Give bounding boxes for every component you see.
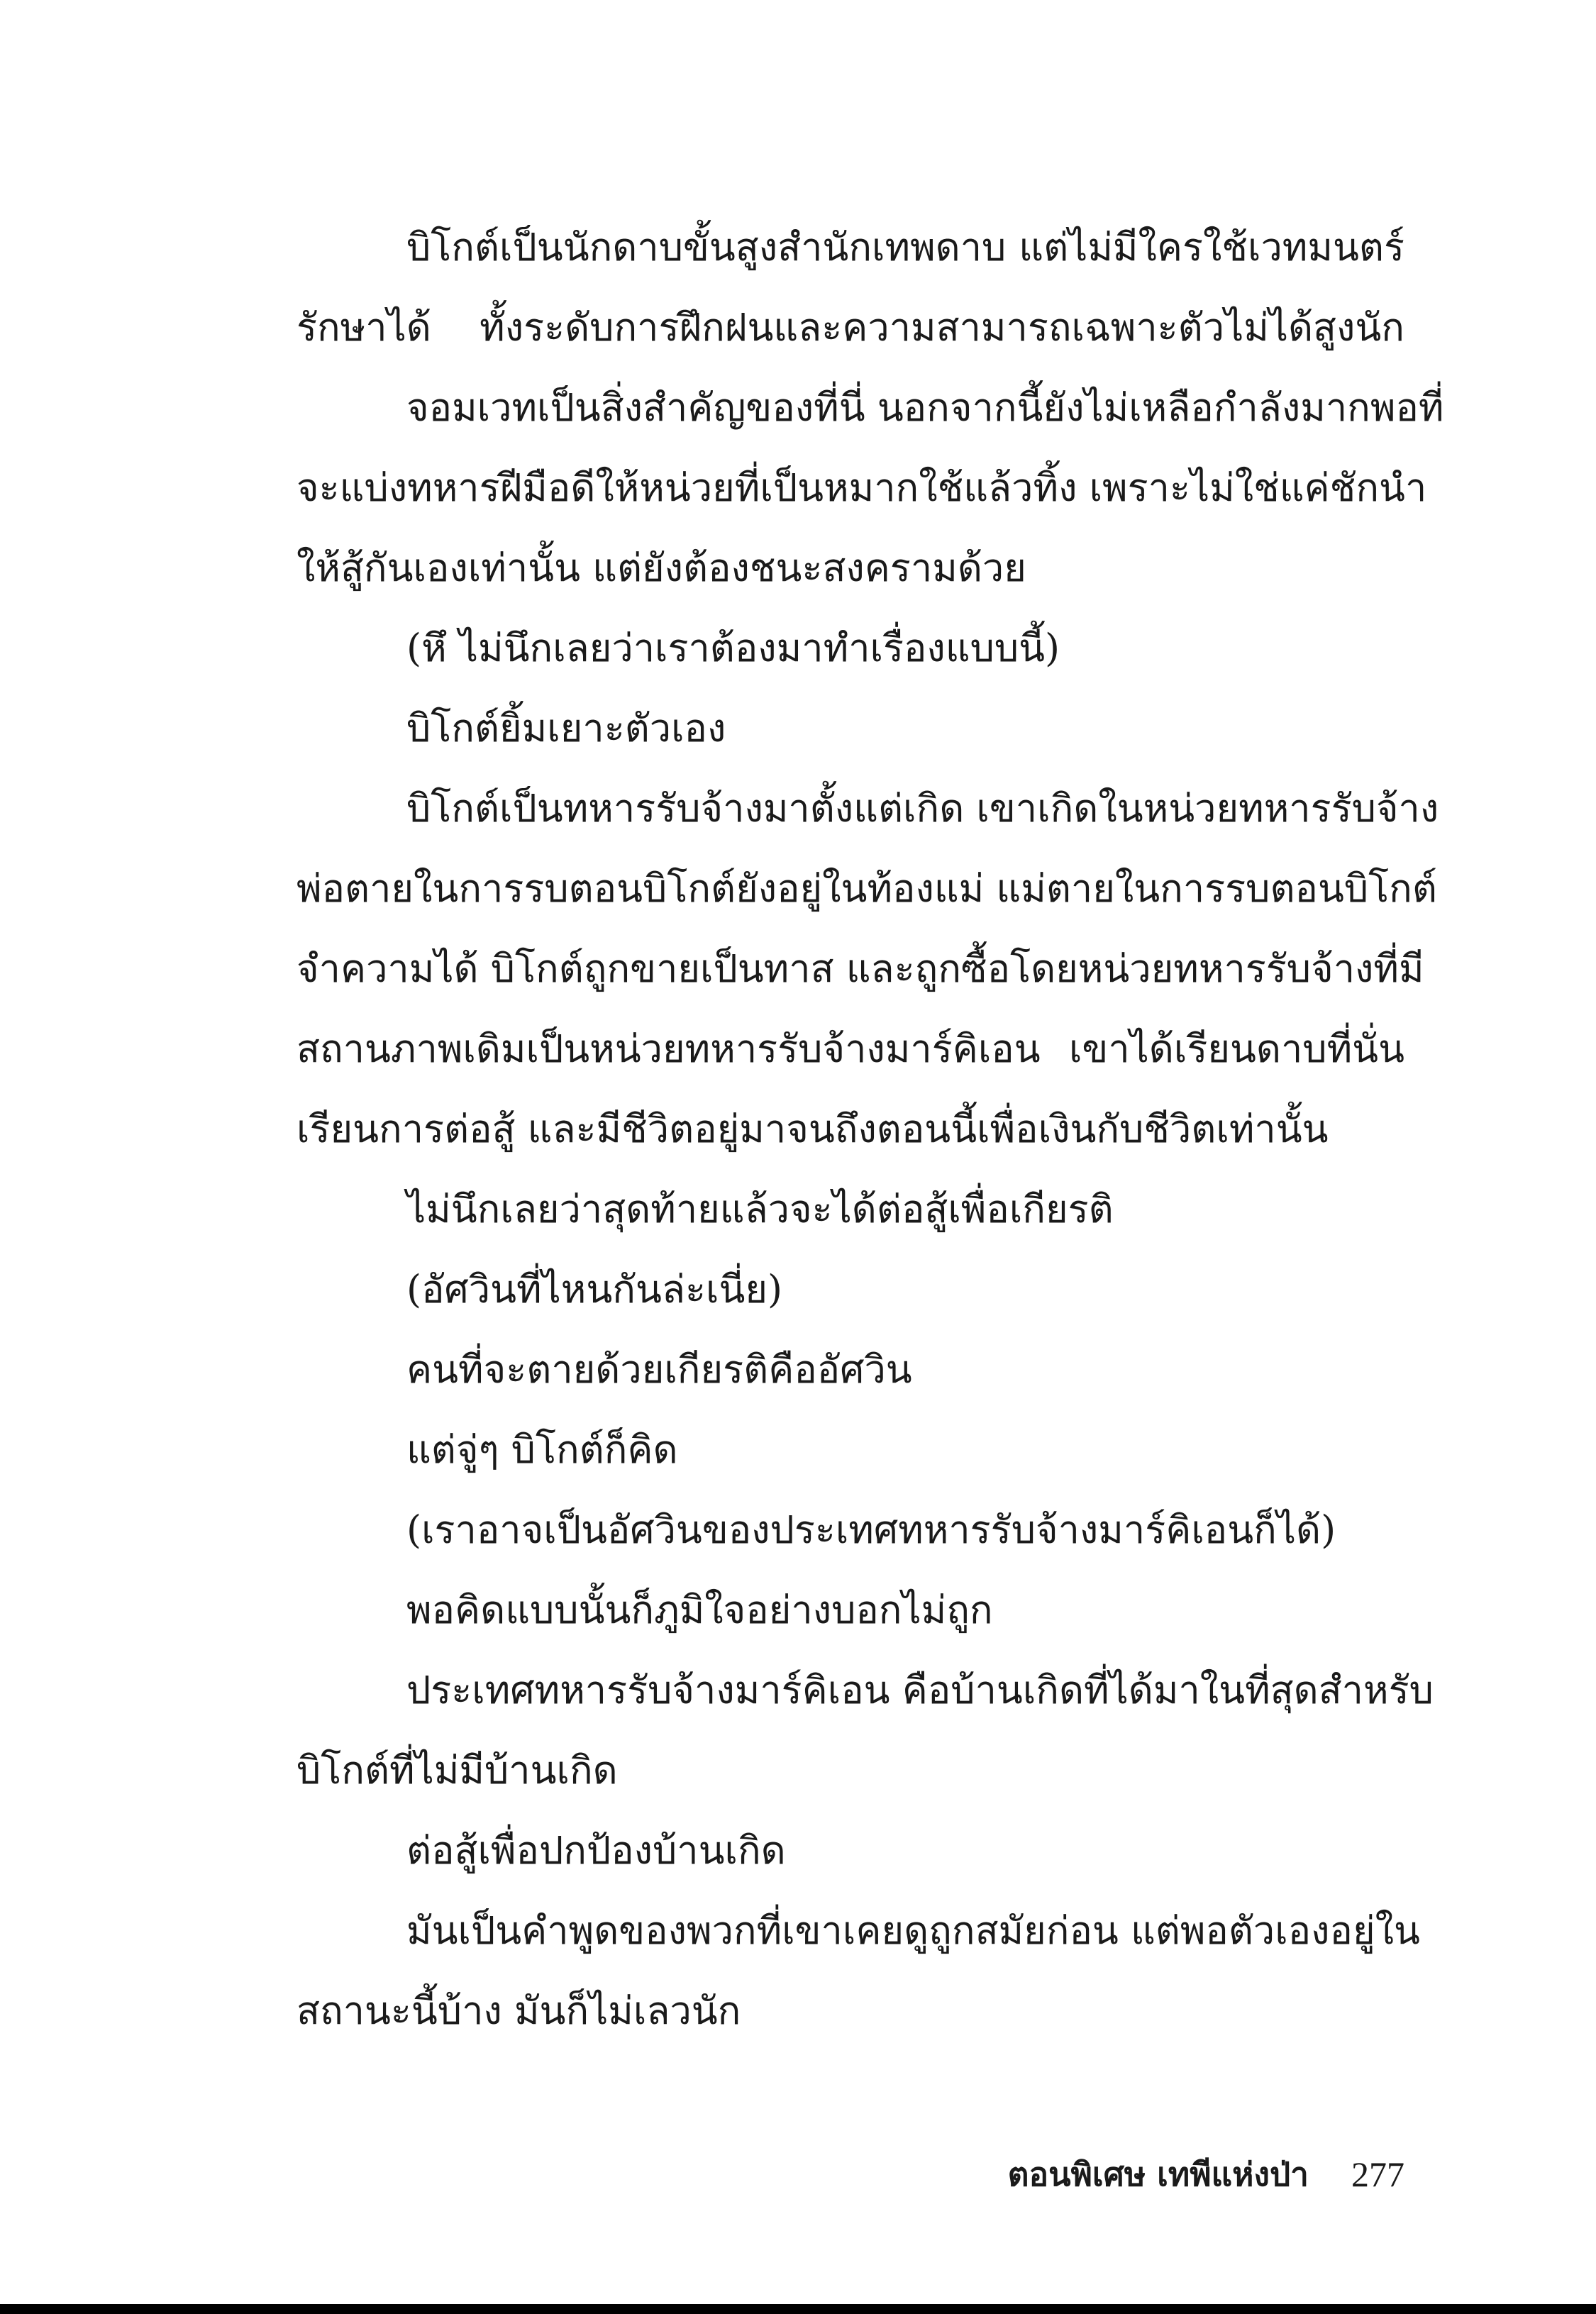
text-line: มันเป็นคำพูดของพวกที่เขาเคยดูถูกสมัยก่อน แต่พอตัวเองอยู่ใน xyxy=(406,1908,1420,1953)
text-line: (หึ ไม่นึกเลยว่าเราต้องมาทำเรื่องแบบนี้) xyxy=(406,626,1060,670)
text-line: แต่จู่ๆ บิโกต์ก็คิด xyxy=(406,1427,678,1472)
bottom-edge-bar xyxy=(0,2304,1596,2314)
text-line: จะแบ่งทหารฝีมือดีให้หน่วยที่เป็นหมากใช้แล้วทิ้ง เพราะไม่ใช่แค่ชักนำ xyxy=(297,465,1427,510)
text-line: จำความได้ บิโกต์ถูกขายเป็นทาส และถูกซื้อโดยหน่วยทหารรับจ้างที่มี xyxy=(297,946,1424,991)
text-line: พอคิดแบบนั้นก็ภูมิใจอย่างบอกไม่ถูก xyxy=(406,1588,993,1632)
running-title: ตอนพิเศษ เทพีแห่งป่า xyxy=(1007,2154,1309,2193)
text-line: รักษาได้ ทั้งระดับการฝึกฝนและความสามารถเฉพาะตัวไม่ได้สูงนัก xyxy=(297,305,1404,350)
body-text xyxy=(297,207,1444,2051)
text-line: ต่อสู้เพื่อปกป้องบ้านเกิด xyxy=(406,1828,786,1873)
text-line: คนที่จะตายด้วยเกียรติคืออัศวิน xyxy=(406,1347,912,1392)
text-line: สถานภาพเดิมเป็นหน่วยทหารรับจ้างมาร์คิเอน เขาได้เรียนดาบที่นั่น xyxy=(297,1026,1404,1071)
text-line: บิโกต์ยิ้มเยาะตัวเอง xyxy=(406,706,726,751)
text-line: สถานะนี้บ้าง มันก็ไม่เลวนัก xyxy=(297,1988,741,2033)
text-line: บิโกต์เป็นนักดาบขั้นสูงสำนักเทพดาบ แต่ไม่มีใครใช้เวทมนตร์ xyxy=(406,225,1404,270)
text-line: จอมเวทเป็นสิ่งสำคัญของที่นี่ นอกจากนี้ยังไม่เหลือกำลังมากพอที่ xyxy=(406,385,1444,430)
text-line: พ่อตายในการรบตอนบิโกต์ยังอยู่ในท้องแม่ แม่ตายในการรบตอนบิโกต์ xyxy=(297,866,1437,911)
text-line: (อัศวินที่ไหนกันล่ะเนี่ย) xyxy=(406,1267,783,1312)
text-line: (เราอาจเป็นอัศวินของประเทศทหารรับจ้างมาร์คิเอนก็ได้) xyxy=(406,1507,1336,1552)
text-line: ให้สู้กันเองเท่านั้น แต่ยังต้องชนะสงครามด้วย xyxy=(297,546,1026,590)
text-line: ไม่นึกเลยว่าสุดท้ายแล้วจะได้ต่อสู้เพื่อเกียรติ xyxy=(406,1187,1114,1231)
text-line: บิโกต์เป็นทหารรับจ้างมาตั้งแต่เกิด เขาเกิดในหน่วยทหารรับจ้าง xyxy=(406,786,1439,831)
text-line: บิโกต์ที่ไม่มีบ้านเกิด xyxy=(297,1748,618,1793)
text-line: เรียนการต่อสู้ และมีชีวิตอยู่มาจนถึงตอนนี้เพื่อเงินกับชีวิตเท่านั้น xyxy=(297,1107,1329,1151)
text-line: ประเทศทหารรับจ้างมาร์คิเอน คือบ้านเกิดที่ได้มาในที่สุดสำหรับ xyxy=(406,1668,1434,1712)
page-footer xyxy=(922,2149,1404,2199)
page-number: 277 xyxy=(1351,2154,1404,2194)
